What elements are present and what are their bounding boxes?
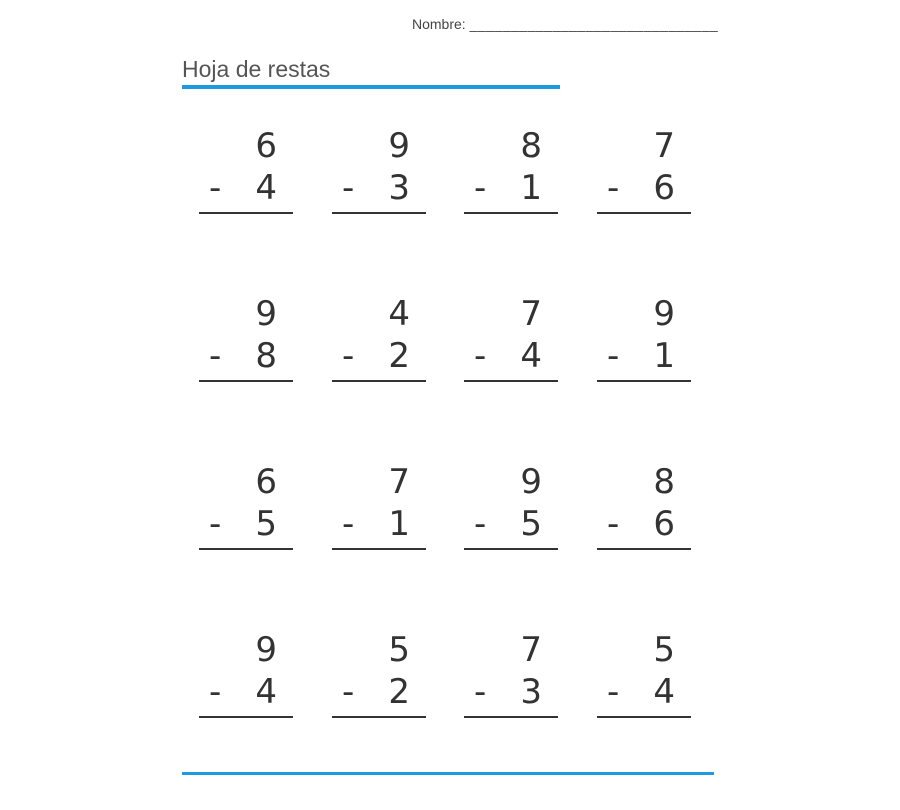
answer-line [332,212,426,214]
answer-line [332,548,426,550]
minuend: 9 [653,294,675,334]
subtrahend: 5 [520,504,542,544]
answer-line [597,380,691,382]
answer-line [199,548,293,550]
minuend: 8 [653,462,675,502]
minuend: 7 [653,126,675,166]
answer-line [464,716,558,718]
subtraction-problem [464,630,560,730]
minus-sign: - [607,336,620,376]
minuend: 7 [388,462,410,502]
minuend: 4 [388,294,410,334]
subtraction-problem [597,126,693,226]
answer-line [199,716,293,718]
subtraction-problem [332,462,428,562]
subtrahend: 2 [388,336,410,376]
subtrahend: 1 [520,168,542,208]
minus-sign: - [474,336,487,376]
subtraction-problem [332,630,428,730]
subtrahend: 4 [520,336,542,376]
subtraction-problem [597,294,693,394]
footer-rule [182,772,714,775]
subtraction-problem [597,462,693,562]
answer-line [597,548,691,550]
subtrahend: 1 [388,504,410,544]
subtrahend: 3 [520,672,542,712]
minus-sign: - [342,672,355,712]
subtraction-problem [332,126,428,226]
minus-sign: - [607,504,620,544]
minus-sign: - [209,168,222,208]
subtrahend: 4 [255,168,277,208]
minus-sign: - [342,168,355,208]
answer-line [464,548,558,550]
subtraction-problem [199,294,295,394]
minuend: 5 [388,630,410,670]
name-blank-line: ______________________________ [469,16,719,32]
minus-sign: - [209,504,222,544]
subtrahend: 4 [653,672,675,712]
minus-sign: - [209,672,222,712]
subtrahend: 8 [255,336,277,376]
answer-line [332,716,426,718]
subtrahend: 5 [255,504,277,544]
minuend: 7 [520,294,542,334]
subtraction-problem [464,294,560,394]
subtrahend: 1 [653,336,675,376]
name-label: Nombre: [412,16,466,32]
minuend: 9 [388,126,410,166]
answer-line [597,716,691,718]
subtraction-problem [199,630,295,730]
page-title: Hoja de restas [182,56,331,82]
subtraction-problem [464,126,560,226]
subtrahend: 2 [388,672,410,712]
minuend: 9 [520,462,542,502]
minuend: 6 [255,126,277,166]
minus-sign: - [342,504,355,544]
minus-sign: - [607,168,620,208]
answer-line [464,380,558,382]
minus-sign: - [474,504,487,544]
minus-sign: - [342,336,355,376]
answer-line [464,212,558,214]
answer-line [597,212,691,214]
subtrahend: 3 [388,168,410,208]
subtraction-problem [199,126,295,226]
subtraction-problem [199,462,295,562]
subtrahend: 6 [653,504,675,544]
minus-sign: - [607,672,620,712]
subtraction-problem [464,462,560,562]
answer-line [199,380,293,382]
subtraction-problem [597,630,693,730]
answer-line [332,380,426,382]
answer-line [199,212,293,214]
minuend: 8 [520,126,542,166]
minus-sign: - [474,168,487,208]
minuend: 9 [255,630,277,670]
minus-sign: - [209,336,222,376]
subtraction-problem [332,294,428,394]
minuend: 7 [520,630,542,670]
minus-sign: - [474,672,487,712]
subtrahend: 4 [255,672,277,712]
minuend: 5 [653,630,675,670]
minuend: 9 [255,294,277,334]
subtrahend: 6 [653,168,675,208]
minuend: 6 [255,462,277,502]
